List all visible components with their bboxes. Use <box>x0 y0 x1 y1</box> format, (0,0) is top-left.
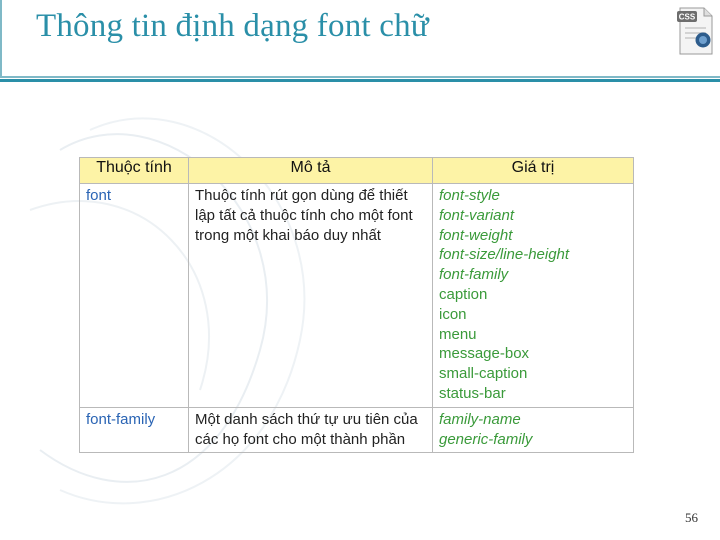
left-accent-line <box>0 0 2 80</box>
slide-title: Thông tin định dạng font chữ <box>36 8 429 44</box>
value-item: font-size/line-height <box>439 246 570 264</box>
css-file-icon <box>676 6 716 56</box>
value-item: font-weight <box>439 226 513 244</box>
value-item: family-name <box>439 410 521 428</box>
header-description: Mô tả <box>189 158 433 184</box>
header-values: Giá trị <box>433 158 634 184</box>
font-properties-table <box>79 157 634 453</box>
values-cell <box>433 407 634 453</box>
value-item: message-box <box>439 345 530 363</box>
value-item: icon <box>439 305 467 323</box>
values-cell <box>433 184 634 408</box>
table-header-row <box>80 158 634 184</box>
value-item: menu <box>439 325 477 343</box>
value-item: small-caption <box>439 365 528 383</box>
description-cell: Một danh sách thứ tự ưu tiên của các họ font cho một thành phần <box>189 407 433 453</box>
value-item: caption <box>439 285 488 303</box>
value-item: generic-family <box>439 430 533 448</box>
value-item: status-bar <box>439 384 506 402</box>
value-item: font-variant <box>439 206 515 224</box>
value-item: font-style <box>439 187 500 204</box>
page-number: 56 <box>685 510 698 525</box>
property-cell: font <box>80 184 189 408</box>
description-cell: Thuộc tính rút gọn dùng để thiết lập tất cả thuộc tính cho một font trong một khai báo duy nhất <box>189 184 433 408</box>
title-divider <box>0 76 720 82</box>
header-property: Thuộc tính <box>80 158 189 184</box>
css-icon-label: CSS <box>678 12 696 22</box>
table-row-font-family <box>80 407 634 453</box>
value-item: font-family <box>439 266 509 284</box>
table-row-font <box>80 184 634 408</box>
property-cell: font-family <box>80 407 189 453</box>
